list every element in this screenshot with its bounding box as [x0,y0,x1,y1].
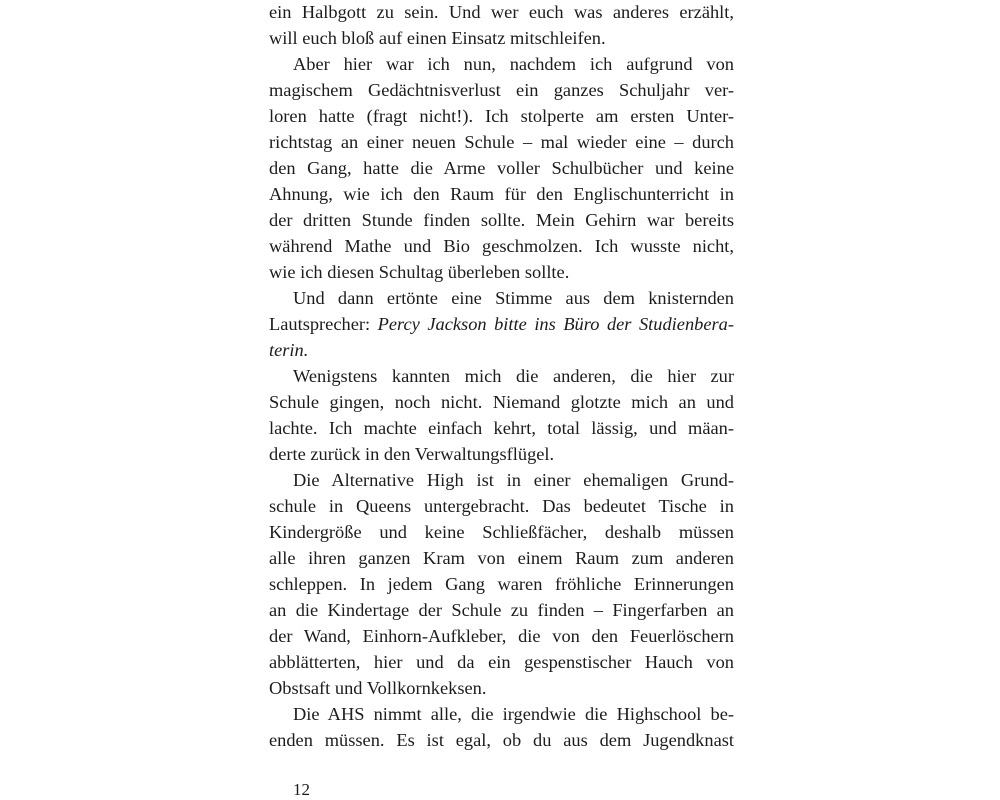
text-line [269,181,734,207]
text-line [269,701,734,727]
text-line [269,545,734,571]
text-line-content: während Mathe und Bio geschmolzen. Ich wusste nicht, [269,236,734,256]
text-line-content: magischem Gedächtnisverlust ein ganzes Schuljahr ver- [269,80,734,100]
text-line [269,623,734,649]
text-line-content: alle ihren ganzen Kram von einem Raum zum anderen [269,548,734,568]
text-line [269,467,734,493]
text-line [269,0,734,25]
text-line-content: terin. [269,340,309,360]
text-line-content: lachte. Ich machte einfach kehrt, total lässig, und mäan- [269,418,734,438]
text-line [269,207,734,233]
text-line-content: Wenigstens kannten mich die anderen, die hier zur [293,366,734,386]
text-line [269,51,734,77]
text-line [269,259,734,285]
text-line [269,233,734,259]
text-line [269,77,734,103]
text-line-content: Obstsaft und Vollkornkeksen. [269,678,487,698]
text-line-content: der Wand, Einhorn-Aufkleber, die von den Feuerlöschern [269,626,734,646]
text-line-content: abblätterten, hier und da ein gespenstischer Hauch von [269,652,734,672]
text-line-content: an die Kindertage der Schule zu finden – Fingerfarben an [269,600,734,620]
text-line-content: Schule gingen, noch nicht. Niemand glotzte mich an und [269,392,734,412]
text-line-content: ein Halbgott zu sein. Und wer euch was anderes erzählt, [269,2,734,22]
text-line-content: derte zurück in den Verwaltungsflügel. [269,444,555,464]
text-line-content: schule in Queens untergebracht. Das bedeutet Tische in [269,496,734,516]
text-line [269,519,734,545]
text-line-content: Aber hier war ich nun, nachdem ich aufgrund von [293,54,734,74]
text-line-content: will euch bloß auf einen Einsatz mitschleifen. [269,28,606,48]
body-text [269,0,734,753]
text-line-content: Lautsprecher: [269,314,378,334]
text-line [269,155,734,181]
italic-text: Percy Jackson bitte ins Büro der Studienbera- [377,314,734,334]
text-line [269,597,734,623]
text-line-content: Ahnung, wie ich den Raum für den Englischunterricht in [269,184,734,204]
text-line-content: richtstag an einer neuen Schule – mal wieder eine – durch [269,132,734,152]
text-line-content: der dritten Stunde finden sollte. Mein Gehirn war bereits [269,210,734,230]
text-line [269,129,734,155]
text-line-content: Die AHS nimmt alle, die irgendwie die Highschool be- [293,704,734,724]
page-number: 12 [293,780,310,799]
text-line [269,675,734,701]
text-line [269,389,734,415]
text-line-content: Und dann ertönte eine Stimme aus dem knisternden [293,288,734,308]
text-line [269,285,734,311]
text-line [269,25,734,51]
text-line [269,415,734,441]
text-line-content: Kindergröße und keine Schließfächer, deshalb müssen [269,522,734,542]
text-line [269,337,734,363]
text-line-content: den Gang, hatte die Arme voller Schulbücher und keine [269,158,734,178]
text-line-content: enden müssen. Es ist egal, ob du aus dem Jugendknast [269,730,734,750]
text-line [269,363,734,389]
text-line-content: Die Alternative High ist in einer ehemaligen Grund- [293,470,734,490]
text-line-content: schleppen. In jedem Gang waren fröhliche Erinnerungen [269,574,734,594]
text-line [269,727,734,753]
text-line [269,571,734,597]
text-line [269,493,734,519]
text-line [269,649,734,675]
text-line [269,311,734,337]
text-line-content: wie ich diesen Schultag überleben sollte. [269,262,570,282]
text-line-content: loren hatte (fragt nicht!). Ich stolperte am ersten Unter- [269,106,734,126]
text-line [269,441,734,467]
text-line [269,103,734,129]
